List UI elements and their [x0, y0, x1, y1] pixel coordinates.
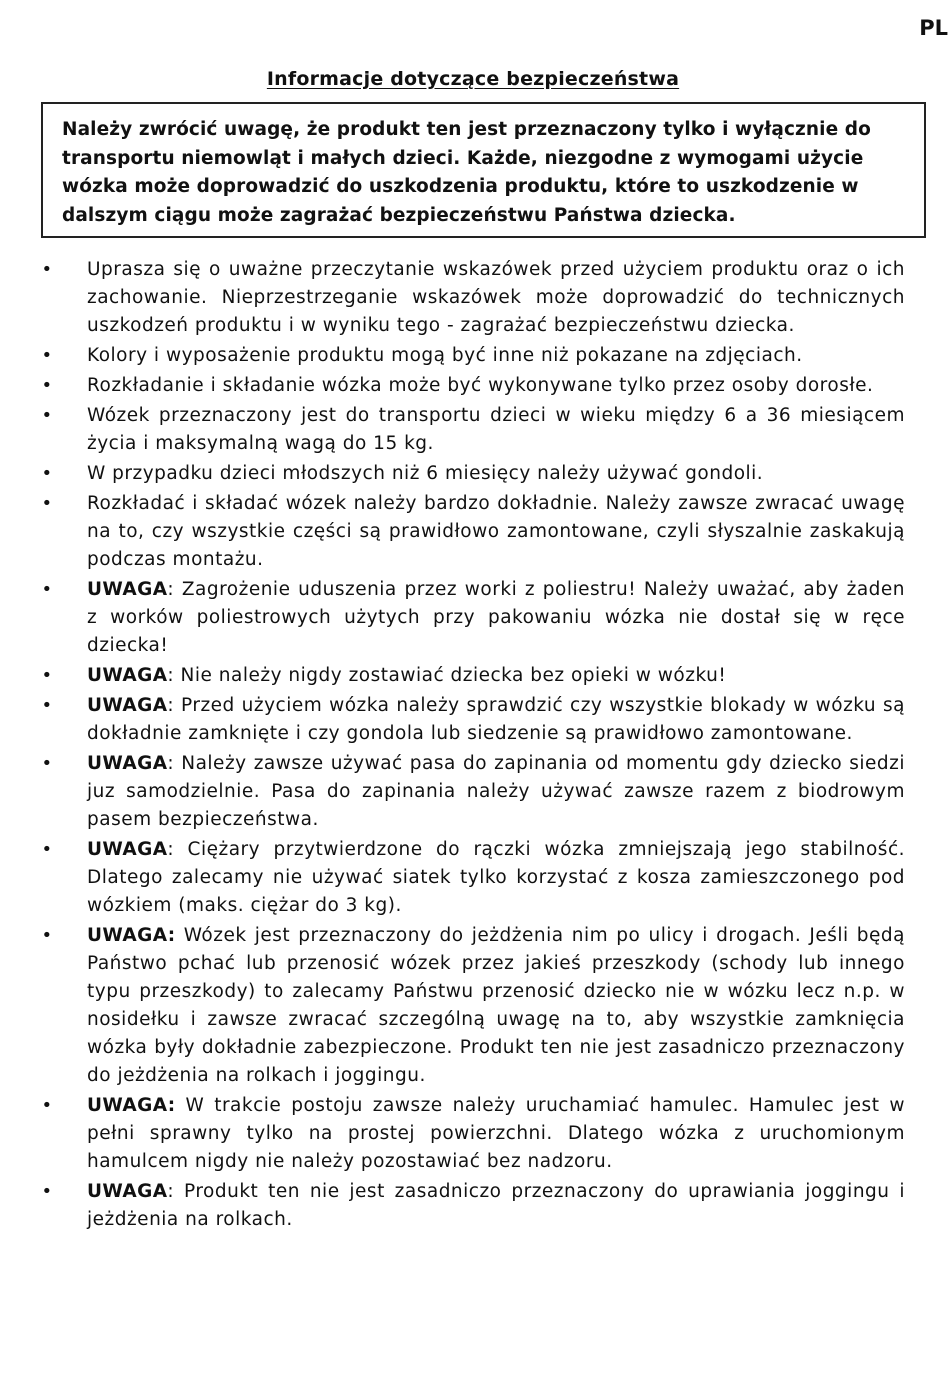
list-item: [41, 750, 905, 834]
safety-instructions-list: [41, 256, 905, 1236]
warning-label: UWAGA: [87, 753, 168, 774]
list-item-text: W przypadku dzieci młodszych niż 6 miesięcy należy używać gondoli.: [87, 463, 764, 484]
list-item-text: : Zagrożenie uduszenia przez worki z poliestru! Należy uważać, aby żaden z worków poliestrowych użytych przy pakowaniu wózka nie dostał się w ręce dziecka!: [87, 579, 905, 656]
list-item-text: : Należy zawsze używać pasa do zapinania od momentu gdy dziecko siedzi juz samodzielnie. Pasa do zapinania należy używać zawsze razem z biodrowym pasem bezpieczeństwa.: [87, 753, 905, 830]
bullet-icon: •: [41, 463, 53, 484]
bullet-icon: •: [41, 375, 53, 396]
bullet-icon: •: [41, 839, 53, 860]
list-item: [41, 1092, 905, 1176]
list-item: [41, 692, 905, 748]
list-item: [41, 576, 905, 660]
bullet-icon: •: [41, 579, 53, 600]
warning-label: UWAGA:: [87, 1095, 176, 1116]
list-item: [41, 490, 905, 574]
list-item: [41, 662, 905, 690]
list-item-text: Rozkładać i składać wózek należy bardzo dokładnie. Należy zawsze zwracać uwagę na to, czy wszystkie części są prawidłowo zamontowane, czyli słyszalnie zaskakują podczas montażu.: [87, 493, 905, 570]
list-item-text: Uprasza się o uważne przeczytanie wskazówek przed użyciem produktu oraz o ich zachowanie. Nieprzestrzeganie wskazówek może doprowadzić do technicznych uszkodzeń produktu i w wyniku tego - zagrażać bezpieczeństwu dziecka.: [87, 259, 905, 336]
list-item-text: : Nie należy nigdy zostawiać dziecka bez opieki w wózku!: [167, 665, 727, 686]
bullet-icon: •: [41, 665, 53, 686]
warning-label: UWAGA: [87, 839, 168, 860]
bullet-icon: •: [41, 925, 53, 946]
bullet-icon: •: [41, 493, 53, 514]
bullet-icon: •: [41, 345, 53, 366]
safety-notice-box: [41, 102, 926, 238]
warning-label: UWAGA: [87, 1181, 168, 1202]
list-item-text: Rozkładanie i składanie wózka może być wykonywane tylko przez osoby dorosłe.: [87, 375, 874, 396]
list-item: [41, 922, 905, 1090]
list-item: [41, 402, 905, 458]
list-item-text: Wózek przeznaczony jest do transportu dzieci w wieku między 6 a 36 miesiącem życia i maksymalną wagą do 15 kg.: [87, 405, 905, 454]
safety-notice-text: Należy zwrócić uwagę, że produkt ten jest przeznaczony tylko i wyłącznie do transportu niemowląt i małych dzieci. Każde, niezgodne z wymogami użycie wózka może doprowadzić do uszkodzenia produktu, które to uszkodzenie w dalszym ciągu może zagrażać bezpieczeństwu Państwa dziecka.: [62, 119, 871, 226]
list-item: [41, 256, 905, 340]
list-item: [41, 342, 905, 370]
list-item-text: : Przed użyciem wózka należy sprawdzić czy wszystkie blokady w wózku są dokładnie zamknięte i czy gondola lub siedzenie są prawidłowo zamontowane.: [87, 695, 905, 744]
bullet-icon: •: [41, 1095, 53, 1116]
bullet-icon: •: [41, 695, 53, 716]
warning-label: UWAGA: [87, 695, 168, 716]
bullet-icon: •: [41, 753, 53, 774]
list-item: [41, 1178, 905, 1234]
list-item-text: W trakcie postoju zawsze należy uruchamiać hamulec. Hamulec jest w pełni sprawny tylko na prostej powierzchni. Dlatego wózka z uruchomionym hamulcem nigdy nie należy pozostawiać bez nadzoru.: [87, 1095, 905, 1172]
warning-label: UWAGA: [87, 665, 168, 686]
language-code: PL: [919, 16, 948, 40]
list-item-text: Kolory i wyposażenie produktu mogą być inne niż pokazane na zdjęciach.: [87, 345, 803, 366]
list-item-text: : Ciężary przytwierdzone do rączki wózka zmniejszają jego stabilność. Dlatego zalecamy nie używać siatek tylko korzystać z kosza zamieszczonego pod wózkiem (maks. ciężar do 3 kg).: [87, 839, 905, 916]
warning-label: UWAGA: [87, 579, 168, 600]
list-item: [41, 460, 905, 488]
bullet-icon: •: [41, 405, 53, 426]
bullet-icon: •: [41, 259, 53, 280]
page-title: Informacje dotyczące bezpieczeństwa: [266, 68, 680, 90]
list-item-text: Wózek jest przeznaczony do jeżdżenia nim po ulicy i drogach. Jeśli będą Państwo pchać lub przenosić wózek przez jakieś przeszkody (schody lub innego typu przeszkody) to zalecamy Państwu przenosić dziecko nie w wózku lecz n.p. w nosidełku i zawsze zwracać szczególną uwagę na to, aby wszystkie zamknięcia wózka były dokładnie zabezpieczone. Produkt ten nie jest zasadniczo przeznaczony do jeżdżenia na rolkach i joggingu.: [87, 925, 905, 1086]
bullet-icon: •: [41, 1181, 53, 1202]
list-item: [41, 372, 905, 400]
warning-label: UWAGA:: [87, 925, 176, 946]
list-item: [41, 836, 905, 920]
list-item-text: : Produkt ten nie jest zasadniczo przeznaczony do uprawiania joggingu i jeżdżenia na rolkach.: [87, 1181, 905, 1230]
